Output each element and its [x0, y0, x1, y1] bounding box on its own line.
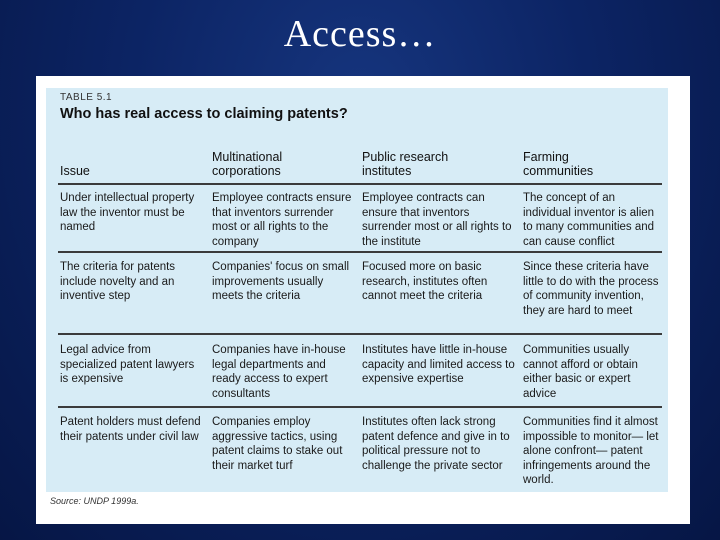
row-2-communities: Since these criteria have little to do with the process of community invention, they are hard to meet	[523, 261, 659, 317]
row-4-communities: Communities find it almost impossible to monitor— let alone confront— patent infringements around the world.	[523, 416, 659, 486]
slide-title: Access…	[283, 13, 437, 55]
header-public-research-institutes: Public research institutes	[362, 150, 449, 178]
row-4-corporations: Companies employ aggressive tactics, using patent claims to stake out their market turf	[212, 416, 343, 472]
row-divider	[58, 251, 662, 253]
row-2-issue: The criteria for patents include novelty and an inventive step	[60, 261, 176, 302]
header-farming-communities: Farming communities	[523, 150, 594, 178]
row-3-communities: Communities usually cannot afford or obtain either basic or expert advice	[523, 344, 638, 400]
row-3-institutes: Institutes have little in-house capacity and limited access to expensive expertise	[362, 344, 515, 385]
row-1-corporations: Employee contracts ensure that inventors surrender most or all rights to the company	[212, 192, 352, 248]
row-2-corporations: Companies' focus on small improvements usually meets the criteria	[212, 261, 350, 302]
table-image	[36, 76, 690, 524]
row-4-issue: Patent holders must defend their patents under civil law	[60, 416, 201, 443]
row-4-institutes: Institutes often lack strong patent defence and give in to political pressure not to challenge the private sector	[362, 416, 510, 472]
table-title: Who has real access to claiming patents?	[60, 106, 348, 122]
row-2-institutes: Focused more on basic research, institutes often cannot meet the criteria	[362, 261, 488, 302]
header-divider	[58, 183, 662, 185]
table-label: TABLE 5.1	[60, 92, 113, 103]
row-divider	[58, 333, 662, 335]
row-1-issue: Under intellectual property law the inventor must be named	[60, 192, 195, 233]
table-panel	[46, 88, 668, 492]
row-3-corporations: Companies have in-house legal departments and ready access to expert consultants	[212, 344, 346, 400]
row-divider	[58, 406, 662, 408]
row-1-communities: The concept of an individual inventor is alien to many communities and can cause conflict	[523, 192, 655, 248]
header-multinational-corporations: Multinational corporations	[212, 150, 283, 178]
row-1-institutes: Employee contracts can ensure that inventors surrender most or all rights to the institute	[362, 192, 512, 248]
header-issue: Issue	[60, 164, 90, 178]
row-3-issue: Legal advice from specialized patent lawyers is expensive	[60, 344, 195, 385]
table-source: Source: UNDP 1999a.	[50, 496, 139, 506]
